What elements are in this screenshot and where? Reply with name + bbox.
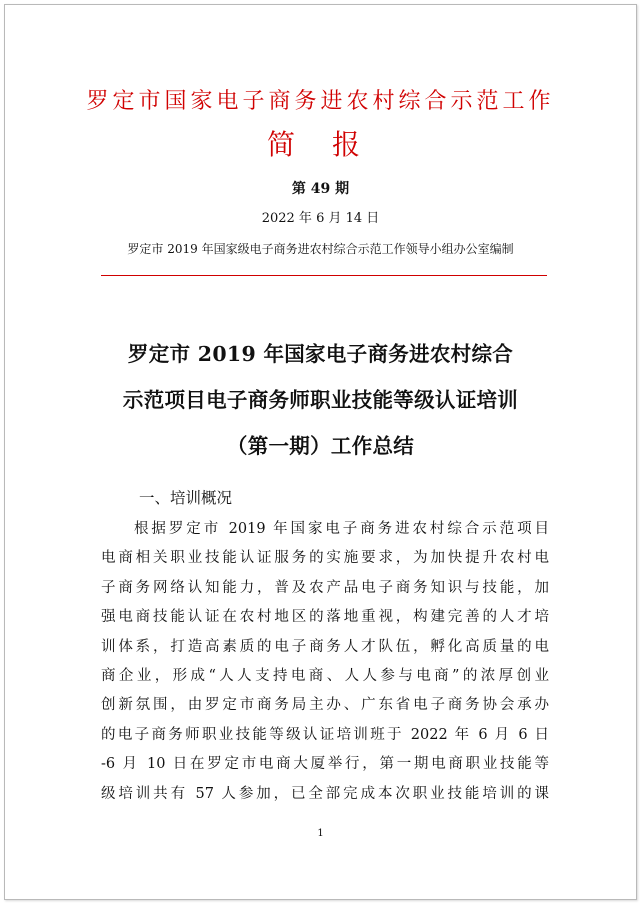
body-line: 电商相关职业技能认证服务的实施要求，为加快提升农村电: [101, 550, 549, 567]
article-title-line: 罗定市 2019 年国家电子商务进农村综合: [127, 342, 514, 366]
body-line: -6 月 10 日在罗定市电商大厦举行，第一期电商职业技能等: [101, 756, 549, 773]
issue-date: 2022 年 6 月 14 日: [261, 211, 380, 226]
page-number: 1: [317, 828, 324, 839]
body-line: 的电子商务师职业技能等级认证培训班于 2022 年 6 月 6 日: [101, 726, 549, 743]
issue-number: 第 49 期: [291, 181, 350, 197]
body-line: 根据罗定市 2019 年国家电子商务进农村综合示范项目: [134, 521, 549, 537]
article-title-line: （第一期）工作总结: [226, 434, 415, 458]
bulletin-organization: 罗定市国家电子商务进农村综合示范工作: [86, 89, 555, 114]
document-page: [4, 4, 637, 900]
article-title: [5, 331, 636, 469]
body-line: 训体系，打造高素质的电子商务人才队伍，孵化高质量的电: [101, 638, 549, 655]
body-line: 商企业，形成“人人支持电商、人人参与电商”的浓厚创业: [101, 667, 549, 684]
body-line: 强电商技能认证在农村地区的落地重视，构建完善的人才培: [101, 609, 549, 626]
compiled-by: 罗定市 2019 年国家级电子商务进农村综合示范工作领导小组办公室编制: [127, 242, 514, 256]
bulletin-title: 简 报: [267, 128, 374, 161]
body-paragraph: [101, 515, 549, 809]
article-title-line: 示范项目电子商务师职业技能等级认证培训: [122, 388, 519, 412]
section-heading: 一、培训概况: [139, 489, 233, 507]
body-line: 创新氛围，由罗定市商务局主办、广东省电子商务协会承办: [101, 697, 549, 714]
body-line: 子商务网络认知能力，普及农产品电子商务知识与技能，加: [101, 579, 549, 596]
body-line: 级培训共有 57 人参加，已全部完成本次职业技能培训的课: [101, 785, 549, 802]
red-divider: [101, 275, 547, 276]
